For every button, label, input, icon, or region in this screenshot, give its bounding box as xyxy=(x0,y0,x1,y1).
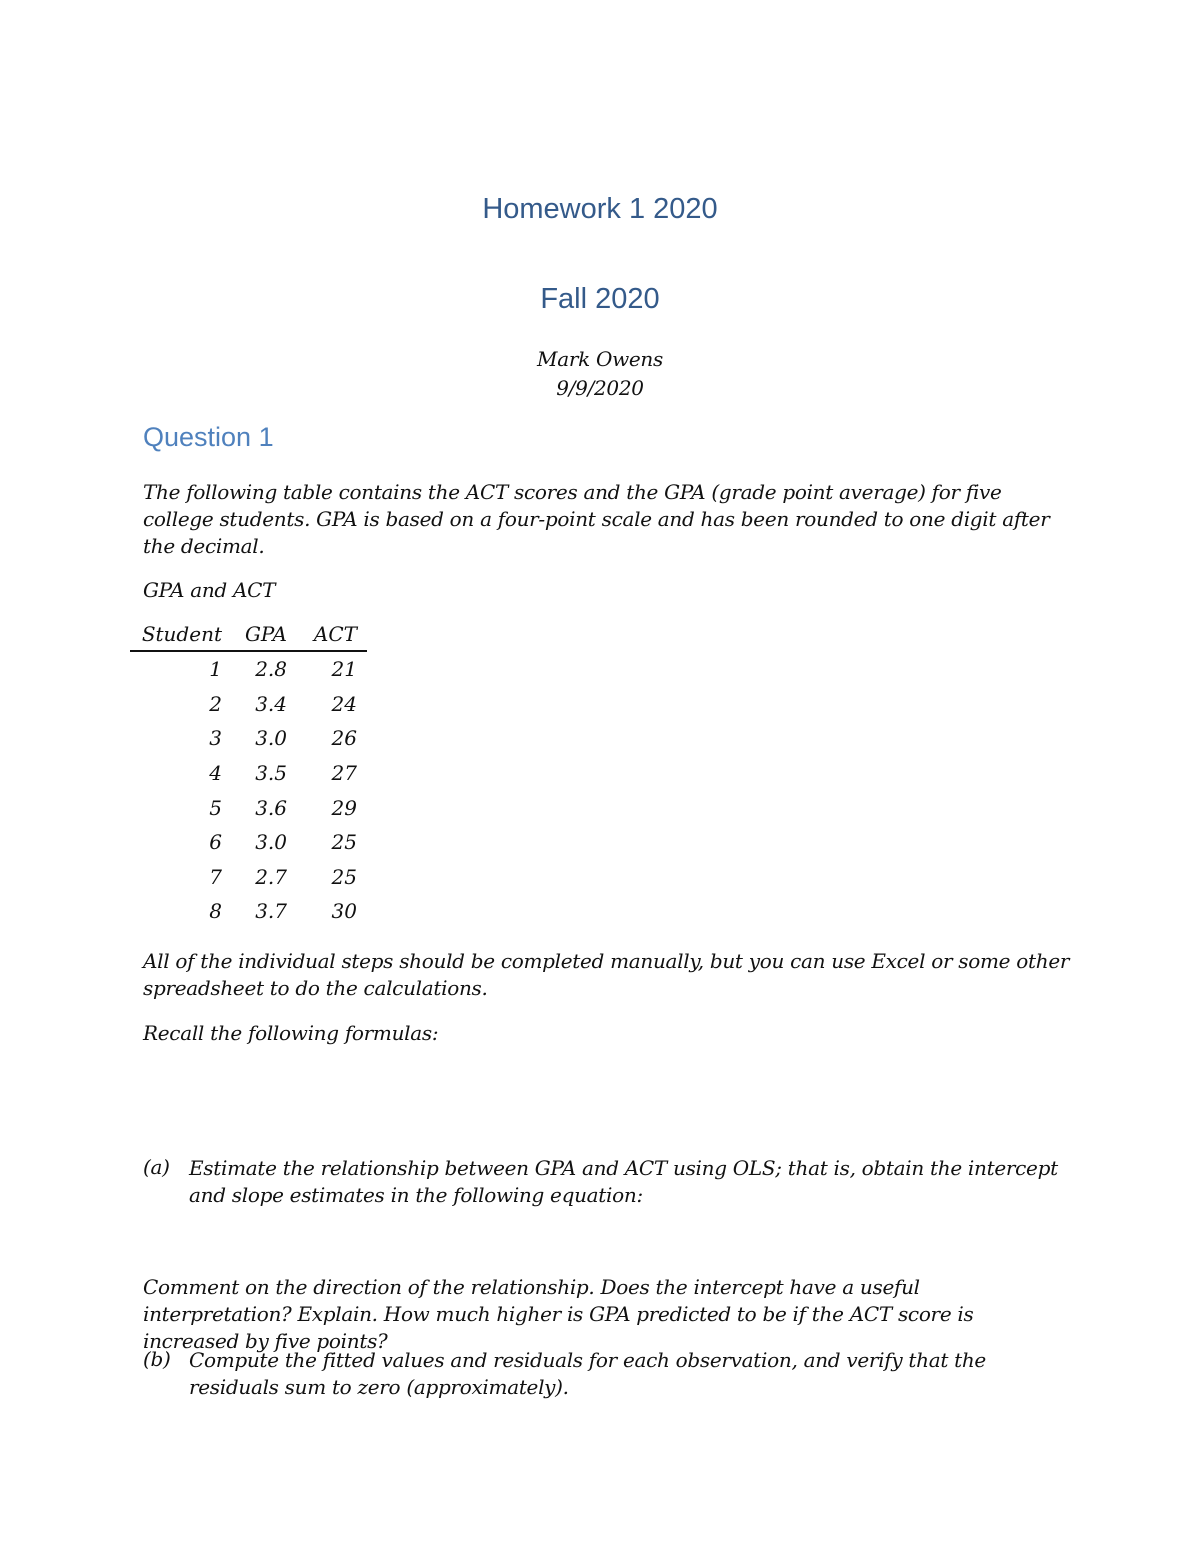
part-b-item xyxy=(143,1347,1073,1407)
column-header-gpa: GPA xyxy=(222,618,287,651)
cell-act: 25 xyxy=(331,830,357,855)
comment-text: Comment on the direction of the relationship. Does the intercept have a useful interpretation? Explain. How much higher is GPA predicted to be if the ACT score is increased by five points? xyxy=(143,1275,974,1353)
gpa-act-table xyxy=(130,618,367,929)
column-header-student: Student xyxy=(130,618,222,651)
cell-act: 26 xyxy=(331,726,357,751)
table-row xyxy=(130,790,367,825)
cell-gpa: 3.0 xyxy=(255,830,287,855)
cell-gpa: 2.8 xyxy=(255,657,287,682)
cell-gpa: 3.5 xyxy=(255,761,287,786)
cell-act: 29 xyxy=(331,795,357,820)
table-caption: GPA and ACT xyxy=(143,578,276,602)
cell-student: 6 xyxy=(209,830,222,855)
question-intro: The following table contains the ACT scores and the GPA (grade point average) for five college students. GPA is based on a four-point scale and has been rounded to one digit after the decimal. xyxy=(143,480,1050,558)
part-a-text: Estimate the relationship between GPA and ACT using OLS; that is, obtain the intercept and slope estimates in the following equation: xyxy=(189,1156,1058,1207)
cell-student: 3 xyxy=(209,726,222,751)
part-a-label: (a) xyxy=(143,1155,170,1179)
table-row xyxy=(130,756,367,791)
author-name: Mark Owens xyxy=(537,347,663,371)
cell-gpa: 3.4 xyxy=(255,691,287,716)
cell-gpa: 2.7 xyxy=(255,864,287,889)
cell-act: 21 xyxy=(331,657,357,682)
table-row xyxy=(130,825,367,860)
part-b-text: Compute the fitted values and residuals for each observation, and verify that the residuals sum to zero (approximately). xyxy=(189,1348,986,1399)
cell-gpa: 3.0 xyxy=(255,726,287,751)
question-heading: Question 1 xyxy=(143,422,274,452)
cell-act: 30 xyxy=(331,899,357,924)
cell-act: 24 xyxy=(331,691,357,716)
cell-act: 27 xyxy=(331,761,357,786)
cell-student: 1 xyxy=(209,657,222,682)
part-a-item xyxy=(143,1155,1073,1215)
cell-student: 5 xyxy=(209,795,222,820)
table-row xyxy=(130,687,367,722)
cell-student: 8 xyxy=(209,899,222,924)
cell-act: 25 xyxy=(331,864,357,889)
table-row xyxy=(130,894,367,929)
document-title: Homework 1 2020 xyxy=(482,193,718,225)
table-header-row xyxy=(130,618,367,651)
instructions-text: All of the individual steps should be completed manually, but you can use Excel or some other spreadsheet to do the calculations. xyxy=(143,949,1070,1000)
recall-text: Recall the following formulas: xyxy=(143,1021,439,1045)
table-row xyxy=(130,651,367,687)
cell-gpa: 3.7 xyxy=(255,899,287,924)
document-subtitle: Fall 2020 xyxy=(540,283,660,315)
table-row xyxy=(130,721,367,756)
document-date: 9/9/2020 xyxy=(556,376,644,400)
part-b-label: (b) xyxy=(143,1347,171,1371)
cell-student: 2 xyxy=(209,691,222,716)
column-header-act: ACT xyxy=(287,618,367,651)
cell-gpa: 3.6 xyxy=(255,795,287,820)
cell-student: 4 xyxy=(209,761,222,786)
cell-student: 7 xyxy=(209,864,222,889)
table-row xyxy=(130,860,367,895)
